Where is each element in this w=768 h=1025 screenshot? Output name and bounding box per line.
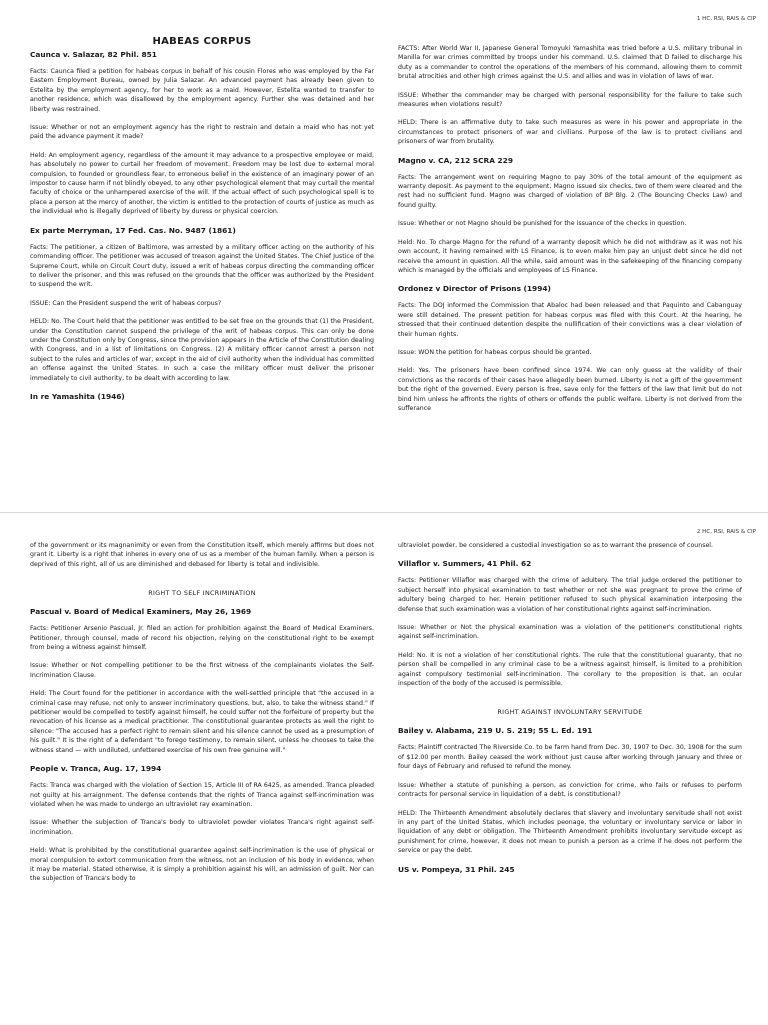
- case-title: Villaflor v. Summers, 41 Phil. 62: [398, 559, 532, 569]
- right-column: [398, 44, 742, 422]
- case-held: Held: An employment agency, regardless of the amount it may advance to a prospective employee or maid, has absolutely no power to curtail her freedom of movement. Freedom may be lost due to external moral compulsion, to founded or groundless fear, to erroneous belief in the existence of an imaginary power of an impostor to cause harm if not blindly obeyed, to any other psychological element that may curtail the mental faculty of choice or the unhampered exercise of the will. If the actual effect of such psychological spell is to place a person at the mercy of another, the victim is entitled to the protection of courts of justice as much as the individual who is illegally deprived of liberty by duress or physical coercion.: [30, 151, 374, 216]
- case-issue: Issue: Whether the subjection of Tranca's body to ultraviolet powder violates Tranca's right against self-incrimination.: [30, 819, 374, 836]
- case-held: HELD: The Thirteenth Amendment absolutely declares that slavery and involuntary servitude shall not exist in any part of the United States, which includes peonage, the voluntary or involuntary service or labor in liquidation of any debt or obligation. The Thirteenth Amendment prohibits involuntary servitude except as punishment for crime, however, it does not mean to punish a person as a crime if he does not perform the service or pay the debt.: [398, 809, 742, 855]
- case-issue: Issue: Whether or Not the physical examination was a violation of the petitioner's constitutional rights against self-incrimination.: [398, 624, 742, 641]
- case-title: People v. Tranca, Aug. 17, 1994: [30, 764, 162, 774]
- case-held: Held: No. It is not a violation of her constitutional rights. The rule that the constitutional guaranty, that no person shall be compelled in any criminal case to be a witness against himself, is limited to a prohibition against compulsory testimonial self-incrimination. The corollary to the proposition is that, an ocular inspection of the body of the accused is permissible.: [398, 651, 742, 688]
- case-title: US v. Pompeya, 31 Phil. 245: [398, 864, 515, 874]
- case-issue: Issue: Whether a statute of punishing a person, as conviction for crime, who fails or refuses to perform contracts for personal service in liquidation of a debt, is constitutional?: [398, 781, 742, 799]
- section-heading: RIGHT AGAINST INVOLUNTARY SERVITUDE: [497, 708, 643, 717]
- case-held: HELD: No. The Court held that the petitioner was entitled to be set free on the grounds that (1) the President, under the Constitution cannot suspend the privilege of the writ of habeas corpus. This can only be done under the Constitution only by Congress, since the provision appears in the Article of the Constitution dealing with Congress, and in a list of limitations on Congress. (2) A military officer cannot arrest a person not subject to the rules and articles of war, except in the aid of civil authority when the individual has committed an offense against the United States. In such a case the military officer must deliver the prisoner immediately to civil authority, to be dealt with according to law.: [30, 318, 374, 382]
- page-header: 1 HC, RSI, RAIS & CIP: [696, 16, 756, 22]
- left-column: [30, 541, 374, 893]
- case-facts: Facts: Petitioner Villaflor was charged with the crime of adultery. The trial judge ordered the petitioner to subject herself into physical examination to test whether or not she was pregnant to prove the crime of adultery being charged to her. Herein petitioner refused to such physical examination interposing the defense that such examination was a violation of her constitutional rights against self-incrimination.: [398, 577, 742, 613]
- case-title: Ex parte Merryman, 17 Fed. Cas. No. 9487 (1861): [30, 225, 236, 235]
- case-issue: Issue: Whether or not Magno should be punished for the issuance of the checks in question.: [398, 220, 687, 228]
- document-page-1: [0, 0, 768, 512]
- case-facts: Facts: The DOJ informed the Commission that Abaloc had been released and that Paquinto and Cabanguay were still detained. The present petition for habeas corpus was filed with this Court. At the hearing, he stressed that their continued detention despite the nullification of their convictions was a clear violation of their human rights.: [398, 302, 742, 338]
- left-column: [30, 36, 374, 409]
- case-held: Held: Yes. The prisoners have been confined since 1974. We can only guess at the validity of their convictions as the records of their cases have allegedly been burned. Liberty is not a gift of the government but the right of the governed. Every person is free, save only for the fetters of the law that limit but do not bind him unless he affronts the rights of others or offends the public welfare. Liberty is not derived from the sufferance: [398, 367, 742, 412]
- case-issue: Issue: Whether or not an employment agency has the right to restrain and detain a maid who has not yet paid the advance payment it made?: [30, 124, 374, 141]
- case-facts: Facts: Petitioner Arsenio Pascual, Jr. filed an action for prohibition against the Board of Medical Examiners. Petitioner, through counsel, made of record his objection, relying on the constitutional right to be exempt from being a witness against himself.: [30, 625, 374, 652]
- continued-text: of the government or its magnanimity or even from the Constitution itself, which merely affirms but does not grant it. Liberty is a right that inheres in every one of us as a member of the human family. When a person is deprived of this right, all of us are diminished and debased for liberty is total and indivisible.: [30, 542, 374, 568]
- case-facts: Facts: Tranca was charged with the violation of Section 15, Article III of RA 6425, as amended. Tranca pleaded not guilty at his arraignment. The defense contends that the rights of Tranca against self-incrimination was violated when he was made to undergo an ultraviolet ray examination.: [30, 782, 374, 808]
- case-title: Ordonez v Director of Prisons (1994): [398, 284, 551, 294]
- page-header: 2 HC, RSI, RAIS & CIP: [696, 529, 756, 535]
- case-title: Pascual v. Board of Medical Examiners, May 26, 1969: [30, 607, 252, 617]
- case-issue: ISSUE: Can the President suspend the writ of habeas corpus?: [30, 299, 222, 307]
- case-title: Caunca v. Salazar, 82 Phil. 851: [30, 50, 157, 59]
- right-column: [398, 541, 742, 882]
- document-page-2: [0, 512, 768, 1025]
- case-issue: Issue: WON the petition for habeas corpus should be granted.: [398, 348, 592, 356]
- case-held: Held: No. To charge Magno for the refund of a warranty deposit which he did not withdraw as it was not his own account, it having remained with LS Finance, is to even make him pay an unjust debt since he did not receive the amount in question. All the while, said amount was in the safekeeping of the financing company which is managed by the officials and employees of LS Finance.: [398, 238, 742, 274]
- case-facts: FACTS: After World War II, Japanese General Tomoyuki Yamashita was tried before a U.S. military tribunal in Manilla for war crimes committed by troops under his command. U.S. claimed that D failed to discharge his duty as a commander to control the operations of the members of his command, allowing them to commit brutal atrocities and other high crimes against the U.S. and allies and was in violation of laws of war.: [398, 45, 742, 81]
- case-issue: ISSUE: Whether the commander may be charged with personal responsibility for the failure to take such measures when violations result?: [398, 91, 742, 109]
- case-facts: Facts: The arrangement went on requiring Magno to pay 30% of the total amount of the equipment as warranty deposit. As payment to the equipment, Magno issued six checks, two of them were cleared and the rest had no sufficient fund. Magno was charged of violation of BP Blg. 2 (The Bouncing Checks Law) and found guilty.: [398, 173, 742, 209]
- case-held: Held: What is prohibited by the constitutional guarantee against self-incrimination is the use of physical or moral compulsion to extort communication from the witness, not an inclusion of his body in evidence, when it may be material. Stated otherwise, it is simply a prohibition against his will, an admission of guilt. Nor can the subjection of Tranca's body to: [30, 847, 374, 883]
- page-title: HABEAS CORPUS: [152, 36, 252, 47]
- case-held: Held: The Court found for the petitioner in accordance with the well-settled principle that "the accused in a criminal case may refuse, not only to answer incriminatory questions, but, also, to take the witness stand." If petitioner would be compelled to testify against himself, he could suffer not the forfeiture of property but the revocation of his license as a medical practitioner. The constitutional guarantee protects as well the right to silence: "The accused has a perfect right to remain silent and his silence cannot be used as a presumption of his guilt." It is the right of a defendant "to forego testimony, to remain silent, unless he chooses to take the witness stand — with undiluted, unfettered exercise of his own free genuine will.": [30, 690, 374, 754]
- section-heading: RIGHT TO SELF INCRIMINATION: [148, 589, 256, 598]
- case-title: Bailey v. Alabama, 219 U. S. 219; 55 L. Ed. 191: [398, 726, 593, 736]
- case-facts: Facts: Plaintiff contracted The Riverside Co. to be farm hand from Dec. 30, 1907 to Dec. 30, 1908 for the sum of $12.00 per month. Bailey ceased the work without just cause after working through January and three or four days of February and refused to refund the money.: [398, 744, 742, 771]
- case-title: Magno v. CA, 212 SCRA 229: [398, 155, 513, 165]
- continued-text: ultraviolet powder, be considered a custodial investigation so as to warrant the presence of counsel.: [398, 542, 714, 549]
- case-held: HELD: There is an affirmative duty to take such measures as were in his power and appropriate in the circumstances to protect prisoners of war and civilians. Purpose of the law is to protect civilians and prisoners of war from brutality.: [398, 119, 742, 146]
- case-facts: Facts: The petitioner, a citizen of Baltimore, was arrested by a military officer acting on the authority of his commanding officer. The petitioner was accused of treason against the United States. The Chief Justice of the Supreme Court, while on Circuit Court duty, issued a writ of habeas corpus directing the commanding officer to deliver the prisoner, and this was refused on the grounds that the officer was authorized by the President to suspend the writ.: [30, 243, 374, 289]
- case-title: In re Yamashita (1946): [30, 391, 125, 401]
- case-issue: Issue: Whether or Not compelling petitioner to be the first witness of the complainants violates the Self-Incrimination Clause.: [30, 662, 374, 679]
- case-facts: Facts: Caunca filed a petition for habeas corpus in behalf of his cousin Flores who was employed by the Far Eastern Employment Bureau, owned by Julia Salazar. An advanced payment has already been given to Estelita by the employment agency, for her to work as a maid. However, Estelita wanted to transfer to another residence, which was disallowed by the employment agency. Further she was detained and her liberty was restrained.: [30, 68, 374, 113]
